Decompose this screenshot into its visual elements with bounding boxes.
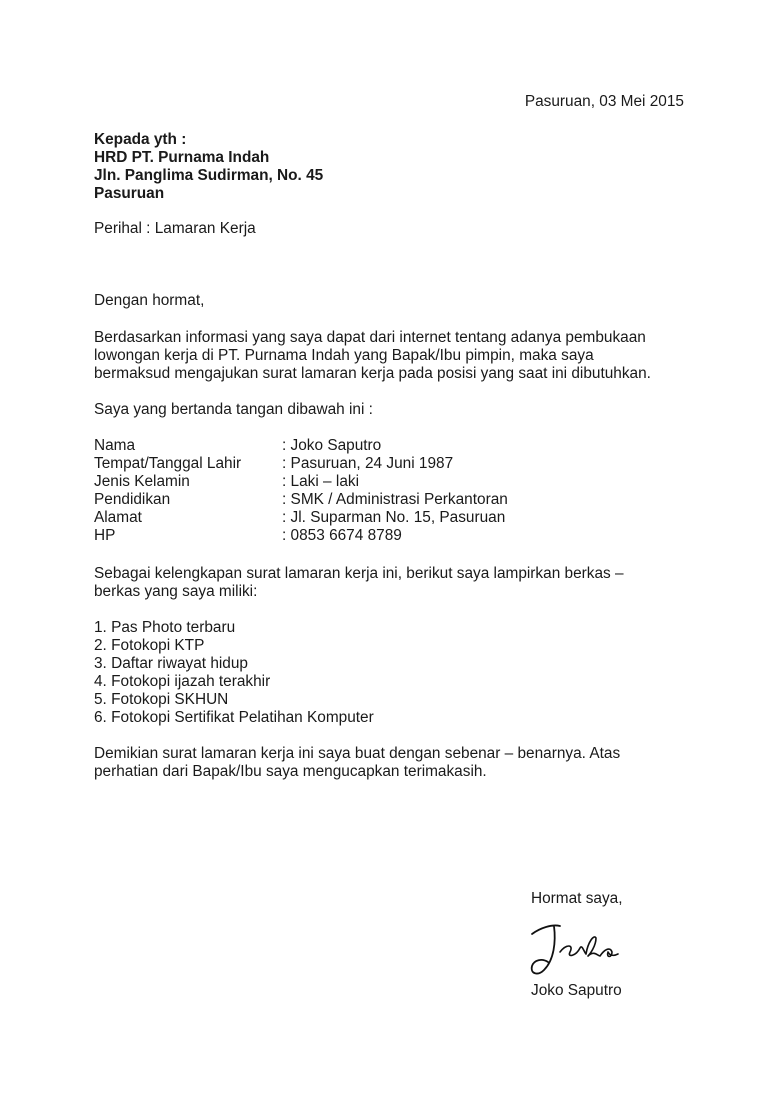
list-item: 2. Fotokopi KTP (94, 637, 205, 654)
signer-intro-paragraph: Saya yang bertanda tangan dibawah ini : (94, 401, 373, 418)
applicant-details-table (94, 437, 508, 545)
detail-row (94, 455, 508, 473)
detail-value: : Joko Saputro (282, 437, 382, 454)
closing-salutation: Hormat saya, (531, 890, 623, 907)
paragraph-line: Demikian surat lamaran kerja ini saya buat dengan sebenar – benarnya. Atas (94, 745, 621, 762)
detail-label: HP (94, 527, 116, 544)
attachments-list (94, 619, 374, 727)
paragraph-line: Sebagai kelengkapan surat lamaran kerja ini, berikut saya lampirkan berkas – (94, 565, 624, 582)
detail-label: Nama (94, 437, 136, 454)
intro-paragraph (94, 329, 694, 383)
detail-label: Alamat (94, 509, 142, 526)
detail-value: : Pasuruan, 24 Juni 1987 (282, 455, 454, 472)
detail-row (94, 491, 508, 509)
detail-row (94, 473, 508, 491)
recipient-block (94, 131, 323, 203)
paragraph-line: perhatian dari Bapak/Ibu saya mengucapkan terimakasih. (94, 763, 487, 780)
attachments-paragraph (94, 565, 694, 601)
detail-value: : 0853 6674 8789 (282, 527, 402, 544)
letter-greeting: Dengan hormat, (94, 292, 205, 309)
recipient-line: Pasuruan (94, 185, 165, 202)
detail-label: Tempat/Tanggal Lahir (94, 455, 242, 472)
signer-name: Joko Saputro (531, 982, 622, 999)
closing-paragraph (94, 745, 694, 781)
detail-value: : Laki – laki (282, 473, 359, 490)
detail-row (94, 509, 508, 527)
letter-subject: Perihal : Lamaran Kerja (94, 220, 256, 237)
handwritten-signature (524, 912, 624, 984)
list-item: 6. Fotokopi Sertifikat Pelatihan Komputer (94, 709, 374, 726)
recipient-line: Jln. Panglima Sudirman, No. 45 (94, 167, 324, 184)
recipient-line: HRD PT. Purnama Indah (94, 149, 270, 166)
detail-label: Jenis Kelamin (94, 473, 190, 490)
detail-row (94, 437, 508, 455)
paragraph-line: lowongan kerja di PT. Purnama Indah yang Bapak/Ibu pimpin, maka saya (94, 347, 594, 364)
list-item: 1. Pas Photo terbaru (94, 619, 236, 636)
paragraph-line: berkas yang saya miliki: (94, 583, 258, 600)
recipient-line: Kepada yth : (94, 131, 187, 148)
list-item: 5. Fotokopi SKHUN (94, 691, 229, 708)
detail-row (94, 527, 508, 545)
list-item: 3. Daftar riwayat hidup (94, 655, 248, 672)
detail-label: Pendidikan (94, 491, 171, 508)
paragraph-line: bermaksud mengajukan surat lamaran kerja pada posisi yang saat ini dibutuhkan. (94, 365, 651, 382)
detail-value: : Jl. Suparman No. 15, Pasuruan (282, 509, 506, 526)
letter-date: Pasuruan, 03 Mei 2015 (524, 93, 684, 110)
detail-value: : SMK / Administrasi Perkantoran (282, 491, 508, 508)
paragraph-line: Berdasarkan informasi yang saya dapat dari internet tentang adanya pembukaan (94, 329, 646, 346)
list-item: 4. Fotokopi ijazah terakhir (94, 673, 271, 690)
